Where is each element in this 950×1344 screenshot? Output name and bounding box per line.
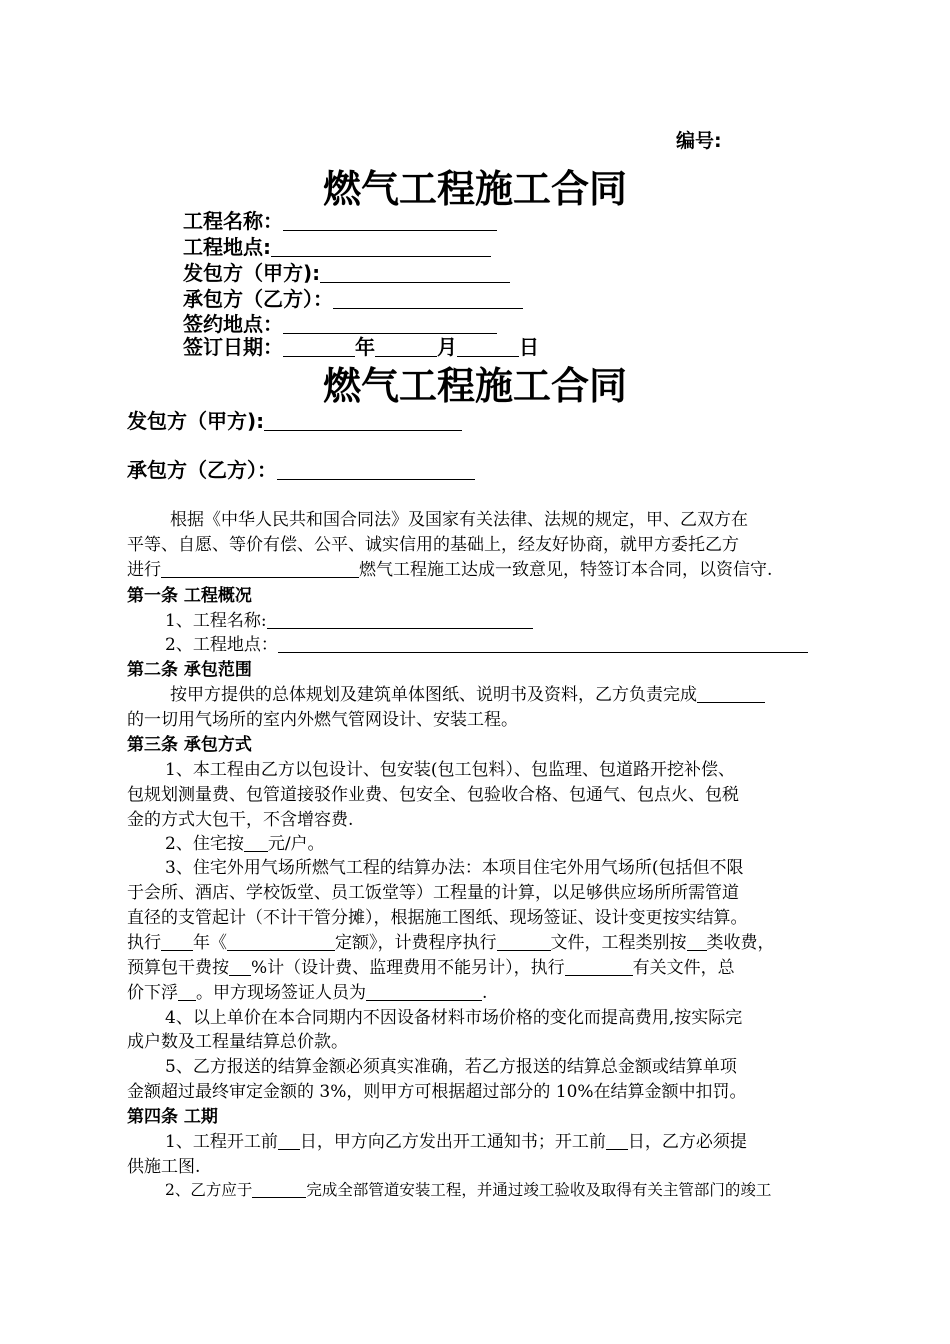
party-b-label: 承包方（乙方）： bbox=[127, 458, 277, 482]
blank-field bbox=[497, 933, 551, 951]
blank-field bbox=[271, 236, 491, 257]
blank-field bbox=[687, 933, 707, 951]
blank-field bbox=[457, 336, 519, 357]
art3-p3-l5-a: 预算包干费按 bbox=[127, 958, 229, 978]
art3-p3-line-1: 3、住宅外用气场所燃气工程的结算办法：本项目住宅外用气场所(包括但不限 bbox=[165, 858, 744, 878]
blank-field bbox=[244, 834, 268, 852]
blank-field bbox=[283, 210, 497, 231]
art4-p1-c: 日，乙方必须提 bbox=[627, 1132, 747, 1152]
art3-p5-line-2: 金额超过最终审定金额的 3%，则甲方可根据超过部分的 10%在结算金额中扣罚。 bbox=[127, 1082, 747, 1102]
art3-p2-b: 元/户。 bbox=[267, 834, 325, 854]
art2-line-1 bbox=[170, 680, 870, 705]
blank-field bbox=[697, 685, 765, 703]
blank-field bbox=[161, 933, 193, 951]
intro-line-3b: 燃气工程施工达成一致意见，特签订本合同，以资信守. bbox=[359, 560, 773, 580]
blank-field bbox=[267, 611, 533, 629]
blank-field bbox=[227, 933, 335, 951]
blank-field bbox=[161, 560, 359, 578]
blank-field bbox=[278, 1132, 300, 1150]
blank-field bbox=[565, 958, 633, 976]
art4-p2-a: 2、乙方应于 bbox=[165, 1181, 253, 1199]
art3-p3-l5-c: 有关文件，总 bbox=[632, 958, 735, 978]
art4-p2-b: 完成全部管道安装工程，并通过竣工验收及取得有关主管部门的竣工 bbox=[306, 1181, 772, 1199]
year-label: 年 bbox=[355, 335, 375, 359]
art3-p4-line-2: 成户数及工程量结算总价款。 bbox=[127, 1032, 348, 1052]
intro-line-3a: 进行 bbox=[127, 560, 161, 580]
day-label: 日 bbox=[519, 335, 539, 359]
art3-p5-line-1: 5、乙方报送的结算金额必须真实准确，若乙方报送的结算总金额或结算单项 bbox=[165, 1057, 737, 1077]
art1-item-1 bbox=[165, 606, 865, 631]
art3-p3-line-6 bbox=[127, 978, 827, 1003]
art3-p3-line-2: 于会所、酒店、学校饭堂、员工饭堂等）工程量的计算，以足够供应场所所需管道 bbox=[127, 883, 739, 903]
art3-p2-a: 2、住宅按 bbox=[165, 834, 244, 854]
intro-line-3 bbox=[127, 555, 827, 580]
art4-p1-line-1 bbox=[165, 1127, 865, 1152]
contract-title: 燃气工程施工合同 bbox=[322, 364, 627, 408]
party-a-line bbox=[127, 405, 462, 434]
art4-p1-a: 1、工程开工前 bbox=[165, 1132, 278, 1152]
art3-p1-line-1: 1、本工程由乙方以包设计、包安装(包工包料）、包监理、包道路开挖补偿、 bbox=[165, 760, 735, 780]
blank-field bbox=[264, 410, 462, 431]
blank-field bbox=[375, 336, 437, 357]
art4-p2-line-1 bbox=[165, 1178, 865, 1200]
blank-field bbox=[178, 983, 196, 1001]
art3-p3-line-3: 直径的支管起计（不计干管分摊），根据施工图纸、现场签证、设计变更按实结算。 bbox=[127, 908, 748, 928]
article-4-heading: 第四条 工期 bbox=[127, 1107, 218, 1127]
art3-p3-l6-a: 价下浮 bbox=[127, 983, 178, 1003]
blank-field bbox=[366, 983, 482, 1001]
art3-p1-line-2: 包规划测量费、包管道接驳作业费、包安全、包验收合格、包通气、包点火、包税 bbox=[127, 785, 739, 805]
art3-p3-line-4 bbox=[127, 928, 827, 953]
cover-project-name-label: 工程名称： bbox=[183, 209, 283, 233]
cover-party-a-label: 发包方（甲方): bbox=[183, 261, 321, 285]
blank-field bbox=[283, 336, 355, 357]
cover-title: 燃气工程施工合同 bbox=[322, 167, 627, 211]
cover-sign-place-label: 签约地点： bbox=[183, 312, 283, 336]
article-3-heading: 第三条 承包方式 bbox=[127, 735, 252, 755]
art3-p3-l6-c: . bbox=[482, 983, 488, 1003]
cover-project-name bbox=[183, 205, 497, 234]
party-a-label: 发包方（甲方): bbox=[127, 409, 265, 433]
art3-p1-line-3: 金的方式大包干，不含增容费. bbox=[127, 810, 354, 830]
art3-p3-l4-a: 执行 bbox=[127, 933, 161, 953]
art3-p2 bbox=[165, 829, 865, 854]
art1-item-2-label: 2、工程地点： bbox=[165, 635, 278, 655]
art4-p1-b: 日，甲方向乙方发出开工通知书；开工前 bbox=[299, 1132, 606, 1152]
art1-item-2 bbox=[165, 630, 865, 655]
art3-p3-line-5 bbox=[127, 953, 827, 978]
blank-field bbox=[229, 958, 251, 976]
blank-field bbox=[320, 262, 510, 283]
blank-field bbox=[333, 288, 523, 309]
art3-p3-l4-d: 文件，工程类别按 bbox=[550, 933, 687, 953]
art3-p3-l4-c: 定额》，计费程序执行 bbox=[335, 933, 497, 953]
blank-field bbox=[606, 1132, 628, 1150]
article-2-heading: 第二条 承包范围 bbox=[127, 660, 252, 680]
art3-p3-l4-b: 年《 bbox=[193, 933, 227, 953]
art1-item-1-label: 1、工程名称: bbox=[165, 611, 267, 631]
month-label: 月 bbox=[437, 335, 457, 359]
art3-p3-l5-b: %计（设计费、监理费用不能另计），执行 bbox=[251, 958, 565, 978]
intro-line-1: 根据《中华人民共和国合同法》及国家有关法律、法规的规定，甲、乙双方在 bbox=[170, 510, 748, 530]
blank-field bbox=[252, 1182, 306, 1199]
art3-p4-line-1: 4、以上单价在本合同期内不因设备材料市场价格的变化而提高费用,按实际完 bbox=[165, 1008, 743, 1028]
art4-p1-line-2: 供施工图. bbox=[127, 1157, 201, 1177]
cover-project-site-label: 工程地点: bbox=[183, 235, 271, 259]
cover-project-site bbox=[183, 231, 491, 260]
art2-line-2: 的一切用气场所的室内外燃气管网设计、安装工程。 bbox=[127, 710, 518, 730]
intro-line-2: 平等、自愿、等价有偿、公平、诚实信用的基础上，经友好协商，就甲方委托乙方 bbox=[127, 535, 739, 555]
art3-p3-l4-e: 类收费， bbox=[706, 933, 775, 953]
cover-party-b-label: 承包方（乙方）： bbox=[183, 287, 333, 311]
art3-p3-l6-b: 。甲方现场签证人员为 bbox=[196, 983, 366, 1003]
doc-number-label: 编号: bbox=[676, 130, 722, 152]
blank-field bbox=[278, 635, 808, 653]
party-b-line bbox=[127, 454, 475, 483]
article-1-heading: 第一条 工程概况 bbox=[127, 586, 252, 606]
art2-line-1-text: 按甲方提供的总体规划及建筑单体图纸、说明书及资料，乙方负责完成 bbox=[170, 685, 697, 705]
cover-party-a bbox=[183, 257, 510, 286]
cover-sign-date-label: 签订日期： bbox=[183, 335, 283, 359]
blank-field bbox=[277, 459, 475, 480]
